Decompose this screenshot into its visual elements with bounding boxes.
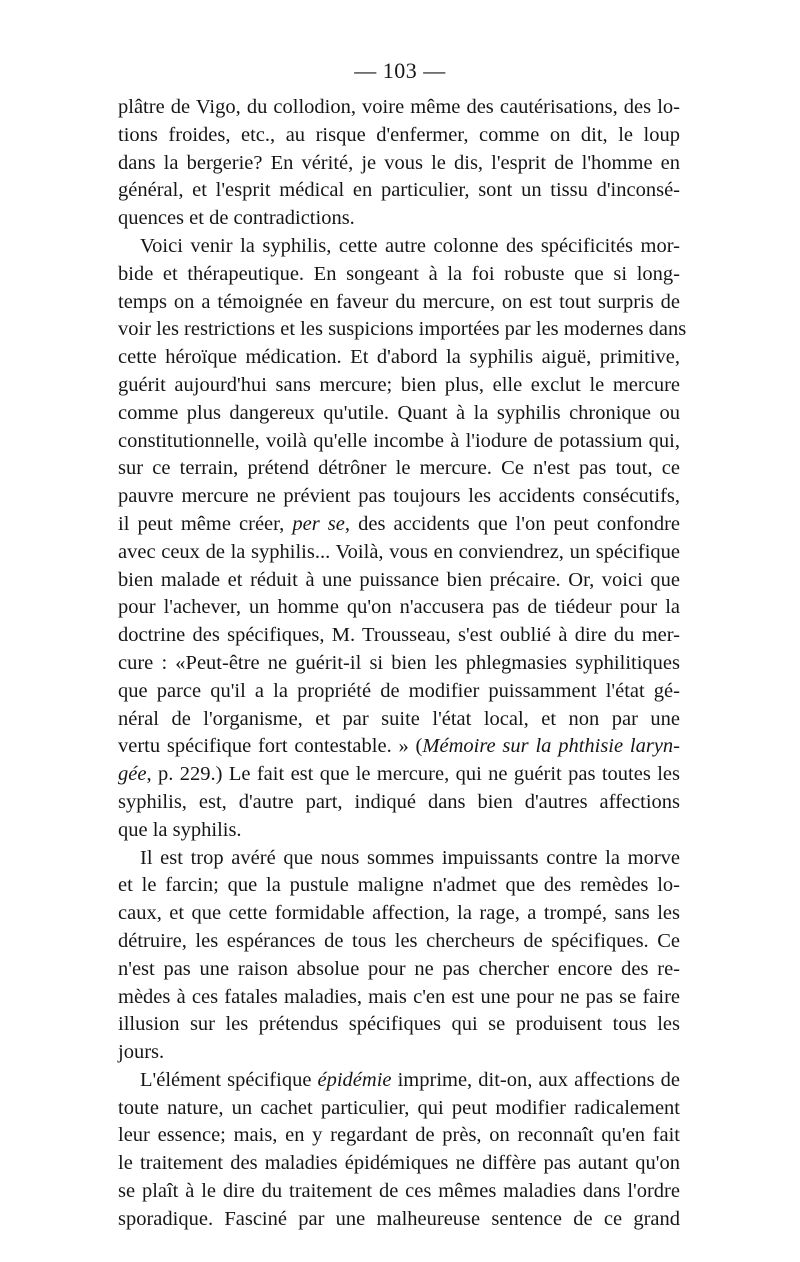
text-line xyxy=(118,511,680,539)
text-line: guérit aujourd'hui sans mercure; bien plus, elle exclut le mercure xyxy=(118,373,680,396)
text-line: sporadique. Fasciné par une malheureuse sentence de ce grand xyxy=(118,1207,680,1230)
text-line: général, et l'esprit médical en particulier, sont un tissu d'inconsé- xyxy=(118,179,680,202)
text-line: bide et thérapeutique. En songeant à la foi robuste que si long- xyxy=(118,262,680,285)
line-segment: vertu spécifique fort contestable. » ( xyxy=(118,735,423,758)
text-line: leur essence; mais, en y regardant de près, on reconnaît qu'en fait xyxy=(118,1124,680,1147)
text-line: comme plus dangereux qu'utile. Quant à la syphilis chronique ou xyxy=(118,401,680,424)
text-line: détruire, les espérances de tous les chercheurs de spécifiques. Ce xyxy=(118,929,680,952)
text-line: néral de l'organisme, et par suite l'état local, et non par une xyxy=(118,707,680,730)
text-line: syphilis, est, d'autre part, indiqué dans bien d'autres affections xyxy=(118,790,680,813)
text-line: avec ceux de la syphilis... Voilà, vous en conviendrez, un spécifique xyxy=(118,540,680,563)
text-line: cette héroïque médication. Et d'abord la syphilis aiguë, primitive, xyxy=(118,346,680,369)
line-segment: imprime, dit-on, aux affections de xyxy=(391,1068,681,1091)
text-line xyxy=(118,761,680,789)
text-line: tions froides, etc., au risque d'enfermer, comme on dit, le loup xyxy=(118,123,680,146)
text-line: illusion sur les prétendus spécifiques qui se produisent tous les xyxy=(118,1013,680,1036)
text-line: constitutionnelle, voilà qu'elle incombe à l'iodure de potassium qui, xyxy=(118,429,680,452)
body-text xyxy=(118,94,687,1234)
cited-work-title: gée xyxy=(118,763,147,786)
text-line: pauvre mercure ne prévient pas toujours les accidents consécutifs, xyxy=(118,485,680,508)
text-line: mèdes à ces fatales maladies, mais c'en est une pour ne pas se faire xyxy=(118,985,680,1008)
text-line: le traitement des maladies épidémiques ne diffère pas autant qu'on xyxy=(118,1152,680,1175)
text-line xyxy=(118,733,680,761)
text-line: doctrine des spécifiques, M. Trousseau, s'est oublié à dire du mer- xyxy=(118,624,680,647)
text-line: que la syphilis. xyxy=(118,818,242,841)
text-line: caux, et que cette formidable affection, la rage, a trompé, sans les xyxy=(118,902,680,925)
text-line: cure : «Peut-être ne guérit-il si bien les phlegmasies syphilitiques xyxy=(118,651,680,674)
cited-work-title: Mémoire sur la phthisie laryn- xyxy=(422,735,681,758)
text-line: temps on a témoignée en faveur du mercure, on est tout surpris de xyxy=(118,290,680,313)
emphasized-term: épidémie xyxy=(317,1068,392,1091)
line-segment: L'élément spécifique xyxy=(140,1068,318,1091)
text-line: n'est pas une raison absolue pour ne pas chercher encore des re- xyxy=(118,957,680,980)
text-line: quences et de contradictions. xyxy=(118,207,355,230)
text-line: bien malade et réduit à une puissance bien précaire. Or, voici que xyxy=(118,568,680,591)
text-line: dans la bergerie? En vérité, je vous le dis, l'esprit de l'homme en xyxy=(118,151,680,174)
text-line: que parce qu'il a la propriété de modifier puissamment l'état gé- xyxy=(118,679,680,702)
paragraph-start-line: Il est trop avéré que nous sommes impuissants contre la morve xyxy=(140,846,680,869)
text-line: toute nature, un cachet particulier, qui peut modifier radicalement xyxy=(118,1096,680,1119)
text-line: pour l'achever, un homme qu'on n'accusera pas de tiédeur pour la xyxy=(118,596,680,619)
line-segment: , des accidents que l'on peut confondre xyxy=(344,512,681,535)
text-line: jours. xyxy=(118,1041,165,1064)
line-segment: il peut même créer, xyxy=(118,512,293,535)
text-line: sur ce terrain, prétend détrôner le mercure. Ce n'est pas tout, ce xyxy=(118,457,680,480)
latin-phrase: per se xyxy=(292,512,345,535)
text-line: et le farcin; que la pustule maligne n'admet que des remèdes lo- xyxy=(118,874,680,897)
line-segment: , p. 229.) Le fait est que le mercure, qui ne guérit pas toutes les xyxy=(146,763,680,786)
paragraph-start-line: Voici venir la syphilis, cette autre colonne des spécificités mor- xyxy=(140,234,680,257)
text-line: voir les restrictions et les suspicions importées par les modernes dans xyxy=(118,318,687,341)
paragraph-start-line xyxy=(118,1067,680,1095)
page-number: — 103 — xyxy=(354,58,446,83)
text-line: se plaît à le dire du traitement de ces mêmes maladies dans l'ordre xyxy=(118,1180,680,1203)
text-line: plâtre de Vigo, du collodion, voire même des cautérisations, des lo- xyxy=(118,96,680,118)
